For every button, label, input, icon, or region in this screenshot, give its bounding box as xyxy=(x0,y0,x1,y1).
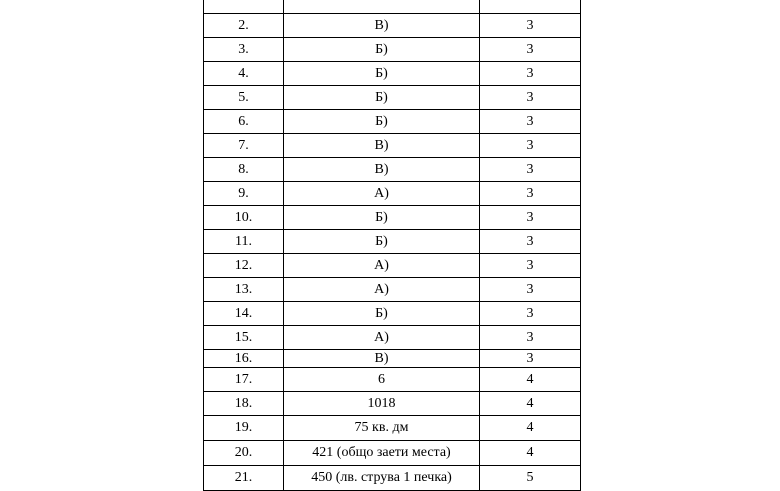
answer-cell: Б) xyxy=(284,230,480,254)
question-number: 12. xyxy=(204,254,284,278)
question-number: 16. xyxy=(204,350,284,368)
answer-cell: В) xyxy=(284,14,480,38)
question-number: 21. xyxy=(204,466,284,491)
question-number: 10. xyxy=(204,206,284,230)
answer-cell: Б) xyxy=(284,110,480,134)
question-number: 2. xyxy=(204,14,284,38)
points-cell: 3 xyxy=(480,110,581,134)
table-row xyxy=(204,38,581,62)
answer-cell: Б) xyxy=(284,206,480,230)
table-row xyxy=(204,86,581,110)
question-number: 11. xyxy=(204,230,284,254)
question-number: 15. xyxy=(204,326,284,350)
table-row xyxy=(204,368,581,392)
table-row xyxy=(204,326,581,350)
points-cell: 4 xyxy=(480,392,581,416)
answer-table xyxy=(203,0,581,491)
answer-cell: В) xyxy=(284,134,480,158)
question-number: 6. xyxy=(204,110,284,134)
table-row xyxy=(204,350,581,368)
table-row xyxy=(204,302,581,326)
table-row xyxy=(204,278,581,302)
question-number: 18. xyxy=(204,392,284,416)
question-number: 8. xyxy=(204,158,284,182)
question-number: 4. xyxy=(204,62,284,86)
table-row xyxy=(204,392,581,416)
answer-cell xyxy=(284,0,480,14)
points-cell: 3 xyxy=(480,14,581,38)
question-number xyxy=(204,0,284,14)
table-row xyxy=(204,206,581,230)
points-cell: 3 xyxy=(480,182,581,206)
question-number: 19. xyxy=(204,416,284,441)
question-number: 7. xyxy=(204,134,284,158)
answer-cell: А) xyxy=(284,254,480,278)
question-number: 14. xyxy=(204,302,284,326)
answer-cell: А) xyxy=(284,182,480,206)
table-row xyxy=(204,0,581,14)
answer-table-body xyxy=(204,0,581,491)
answer-cell: 450 (лв. струва 1 печка) xyxy=(284,466,480,491)
points-cell: 3 xyxy=(480,302,581,326)
answer-cell: 1018 xyxy=(284,392,480,416)
question-number: 17. xyxy=(204,368,284,392)
table-row xyxy=(204,182,581,206)
points-cell: 4 xyxy=(480,368,581,392)
points-cell: 3 xyxy=(480,158,581,182)
table-row xyxy=(204,110,581,134)
question-number: 3. xyxy=(204,38,284,62)
points-cell: 3 xyxy=(480,86,581,110)
table-row xyxy=(204,230,581,254)
answer-cell: 75 кв. дм xyxy=(284,416,480,441)
points-cell: 3 xyxy=(480,350,581,368)
points-cell: 4 xyxy=(480,441,581,466)
points-cell: 3 xyxy=(480,38,581,62)
points-cell: 3 xyxy=(480,134,581,158)
answer-cell: В) xyxy=(284,158,480,182)
table-row xyxy=(204,416,581,441)
points-cell: 3 xyxy=(480,278,581,302)
answer-cell: 6 xyxy=(284,368,480,392)
question-number: 13. xyxy=(204,278,284,302)
answer-cell: А) xyxy=(284,326,480,350)
table-row xyxy=(204,14,581,38)
answer-cell: Б) xyxy=(284,86,480,110)
answer-cell: Б) xyxy=(284,38,480,62)
points-cell: 3 xyxy=(480,206,581,230)
points-cell xyxy=(480,0,581,14)
answer-cell: В) xyxy=(284,350,480,368)
points-cell: 3 xyxy=(480,230,581,254)
points-cell: 5 xyxy=(480,466,581,491)
question-number: 20. xyxy=(204,441,284,466)
answer-cell: Б) xyxy=(284,302,480,326)
table-row xyxy=(204,441,581,466)
answer-cell: Б) xyxy=(284,62,480,86)
points-cell: 3 xyxy=(480,326,581,350)
points-cell: 3 xyxy=(480,62,581,86)
question-number: 5. xyxy=(204,86,284,110)
answer-cell: А) xyxy=(284,278,480,302)
table-row xyxy=(204,254,581,278)
question-number: 9. xyxy=(204,182,284,206)
points-cell: 4 xyxy=(480,416,581,441)
table-row xyxy=(204,466,581,491)
table-row xyxy=(204,134,581,158)
answer-cell: 421 (общо заети места) xyxy=(284,441,480,466)
table-row xyxy=(204,62,581,86)
table-row xyxy=(204,158,581,182)
points-cell: 3 xyxy=(480,254,581,278)
